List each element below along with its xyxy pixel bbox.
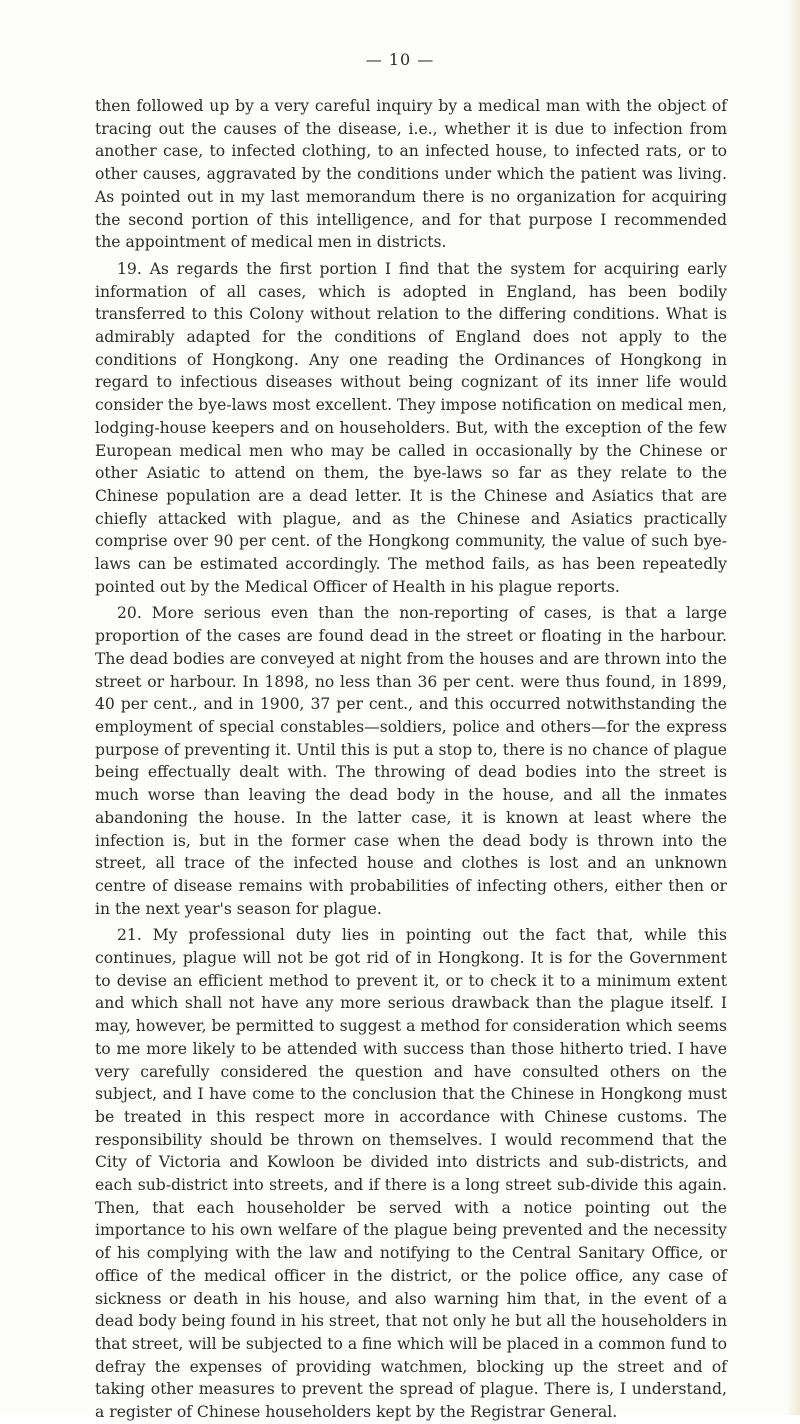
paragraph-20: 20. More serious even than the non-reporting of cases, is that a large proportion of the cases are found dead in the street or floating in the harbour. The dead bodies are conveyed at night from the houses and are thrown into the street or harbour. In 1898, no less than 36 per cent. were thus found, in 1899, 40 per cent., and in 1900, 37 per cent., and this occurred notwithstanding the employment of special constables—soldiers, police and others—for the express purpose of preventing it. Until this is put a stop to, there is no chance of plague being effectually dealt with. The throwing of dead bodies into the street is much worse than leaving the dead body in the house, and all the inmates abandoning the house. In the latter case, it is known at least where the infection is, but in the former case when the dead body is thrown into the street, all trace of the infected house and clothes is lost and an unknown centre of disease remains with probabilities of infecting others, either then or in the next year's season for plague. [95, 604, 727, 918]
paragraph-continuation: then followed up by a very careful inquiry by a medical man with the object of tracing out the causes of the disease, i.e., whether it is due to infection from another case, to infected clothing, to an infected house, to infected rats, or to other causes, aggravated by the conditions under which the patient was living. As pointed out in my last memorandum there is no organization for acquiring the second portion of this intelligence, and for that purpose I recommended the appointment of medical men in districts. [95, 97, 727, 252]
paragraph-19: 19. As regards the first portion I find that the system for acquiring early information of all cases, which is adopted in England, has been bodily transferred to this Colony without relation to the differing conditions. What is admirably adapted for the conditions of England does not apply to the conditions of Hongkong. Any one reading the Ordinances of Hongkong in regard to infectious diseases without being cognizant of its inner life would consider the bye-laws most excellent. They impose notification on medical men, lodging-house keepers and on householders. But, with the exception of the few European medical men who may be called in occasionally by the Chinese or other Asiatic to attend on them, the bye-laws so far as they relate to the Chinese population are a dead letter. It is the Chinese and Asiatics that are chiefly attacked with plague, and as the Chinese and Asiatics practically comprise over 90 per cent. of the Hongkong community, the value of such bye-laws can be estimated accordingly. The method fails, as has been repeatedly pointed out by the Medical Officer of Health in his plague reports. [95, 259, 727, 596]
page-edge-discoloration [786, 0, 800, 1415]
paragraph-21: 21. My professional duty lies in pointing out the fact that, while this continues, plague will not be got rid of in Hongkong. It is for the Government to devise an efficient method to prevent it, or to check it to a minimum extent and which shall not have any more serious drawback than the plague itself. I may, however, be permitted to suggest a method for consideration which seems to me more likely to be attended with success than those hitherto tried. I have very carefully considered the question and have consulted others on the subject, and I have come to the conclusion that the Chinese in Hongkong must be treated in this respect more in accordance with Chinese customs. The responsibility should be thrown on themselves. I would recommend that the City of Victoria and Kowloon be divided into districts and sub-districts, and each sub-district into streets, and if there is a long street sub-divide this again. Then, that each householder be served with a notice pointing out the importance to his own welfare of the plague being prevented and the necessity of his complying with the law and notifying to the Central Sanitary Office, or office of the medical officer in the district, or the police office, any case of sickness or death in his house, and also warning him that, in the event of a dead body being found in his street, that not only he but all the householders in that street, will be subjected to a fine which will be placed in a common fund to defray the expenses of providing watchmen, blocking up the street and of taking other measures to prevent the spread of plague. There is, I understand, a register of Chinese householders kept by the Registrar General. [95, 926, 727, 1422]
page-number: — 10 — [365, 50, 435, 69]
body-text [95, 95, 727, 1424]
